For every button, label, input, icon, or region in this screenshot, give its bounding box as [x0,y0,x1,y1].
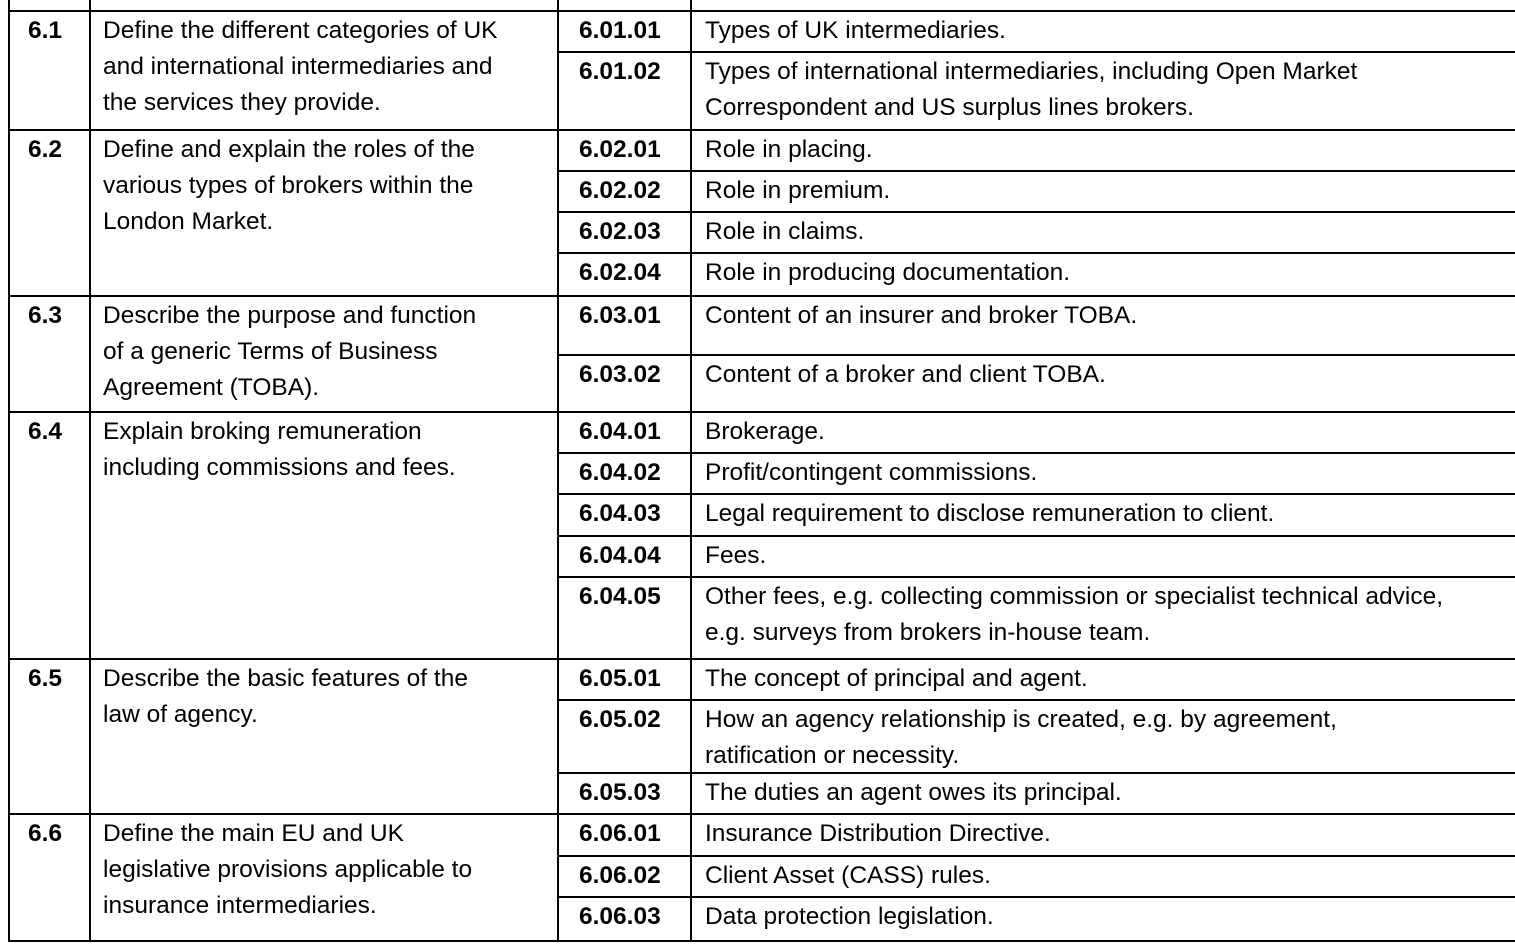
item-description-line: Profit/contingent commissions. [705,459,1038,486]
row-divider [557,535,1515,537]
section-number: 6.1 [28,17,63,44]
row-divider [557,170,1515,172]
row-divider [557,772,1515,774]
item-code: 6.04.04 [579,542,661,569]
learning-objective-line: and international intermediaries and [103,53,493,80]
item-code: 6.05.03 [579,779,661,806]
learning-objective-line: Describe the purpose and function [103,302,477,329]
column-divider [557,0,559,942]
item-code: 6.01.01 [579,17,661,44]
row-divider [557,452,1515,454]
learning-objective-line: legislative provisions applicable to [103,856,473,883]
item-code: 6.04.02 [579,459,661,486]
item-description-line: Role in premium. [705,177,891,204]
item-code: 6.06.01 [579,820,661,847]
item-code: 6.02.01 [579,136,661,163]
table-border-top [8,10,1515,12]
item-description-line: Insurance Distribution Directive. [705,820,1051,847]
item-code: 6.06.02 [579,862,661,889]
row-divider [557,51,1515,53]
item-description-line: The concept of principal and agent. [705,665,1088,692]
section-divider [8,295,1515,297]
item-code: 6.01.02 [579,58,661,85]
section-divider [8,813,1515,815]
item-code: 6.04.01 [579,418,661,445]
row-divider [557,855,1515,857]
learning-objective-line: London Market. [103,208,274,235]
column-divider [690,0,692,942]
section-number: 6.6 [28,820,63,847]
learning-objective-line: of a generic Terms of Business [103,338,438,365]
item-code: 6.05.01 [579,665,661,692]
learning-objective-line: law of agency. [103,701,258,728]
learning-objective-line: Define the main EU and UK [103,820,404,847]
item-description-line: How an agency relationship is created, e.g. by agreement, [705,706,1337,733]
section-number: 6.3 [28,302,63,329]
item-description-line: Brokerage. [705,418,825,445]
item-code: 6.03.01 [579,302,661,329]
row-divider [557,211,1515,213]
section-number: 6.5 [28,665,63,692]
row-divider [557,896,1515,898]
learning-objective-line: insurance intermediaries. [103,892,377,919]
learning-objective-line: various types of brokers within the [103,172,474,199]
learning-objective-line: including commissions and fees. [103,454,456,481]
item-description-line: Client Asset (CASS) rules. [705,862,991,889]
item-description-line: Types of international intermediaries, including Open Market [705,58,1358,85]
item-description-line: Content of an insurer and broker TOBA. [705,302,1138,329]
row-divider [557,252,1515,254]
section-number: 6.4 [28,418,63,445]
item-description-line: Content of a broker and client TOBA. [705,361,1106,388]
item-code: 6.04.03 [579,500,661,527]
item-description-line: Fees. [705,542,767,569]
item-code: 6.05.02 [579,706,661,733]
item-description-line: Types of UK intermediaries. [705,17,1006,44]
section-divider [8,129,1515,131]
item-code: 6.02.04 [579,259,661,286]
section-number: 6.2 [28,136,63,163]
learning-objective-line: Define and explain the roles of the [103,136,475,163]
item-description-line: Role in claims. [705,218,865,245]
learning-objective-line: Describe the basic features of the [103,665,468,692]
learning-objective-line: Agreement (TOBA). [103,374,320,401]
item-description-line: Data protection legislation. [705,903,994,930]
row-divider [557,493,1515,495]
row-divider [557,576,1515,578]
item-code: 6.04.05 [579,583,661,610]
learning-objective-line: the services they provide. [103,89,381,116]
learning-objective-line: Define the different categories of UK [103,17,498,44]
item-description-line: Legal requirement to disclose remuneration to client. [705,500,1275,527]
section-divider [8,411,1515,413]
row-divider [557,699,1515,701]
item-code: 6.06.03 [579,903,661,930]
item-code: 6.03.02 [579,361,661,388]
item-description-line: e.g. surveys from brokers in-house team. [705,619,1151,646]
item-description-line: ratification or necessity. [705,742,960,769]
section-divider [8,940,1515,942]
learning-objective-line: Explain broking remuneration [103,418,422,445]
item-description-line: Role in producing documentation. [705,259,1071,286]
item-code: 6.02.02 [579,177,661,204]
item-description-line: The duties an agent owes its principal. [705,779,1122,806]
item-code: 6.02.03 [579,218,661,245]
item-description-line: Role in placing. [705,136,873,163]
column-divider [89,0,91,942]
item-description-line: Other fees, e.g. collecting commission or specialist technical advice, [705,583,1444,610]
section-divider [8,658,1515,660]
item-description-line: Correspondent and US surplus lines brokers. [705,94,1194,121]
table-border-left [8,0,10,942]
row-divider [557,354,1515,356]
